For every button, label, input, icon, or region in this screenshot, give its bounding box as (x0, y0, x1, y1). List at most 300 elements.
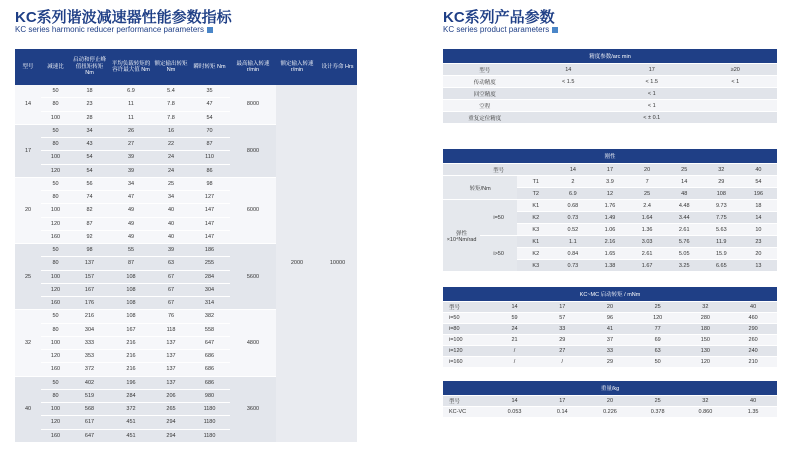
value-cell: 50 (634, 357, 682, 368)
value-cell: 16 (153, 124, 189, 137)
value-cell: 77 (634, 324, 682, 335)
value-cell: 5.4 (153, 85, 189, 98)
title-row (443, 149, 777, 164)
value-cell: 98 (189, 177, 230, 190)
column-header: 瞬时转矩 Nm (189, 49, 230, 85)
value-cell: 34 (109, 177, 153, 190)
value-cell: 49 (109, 217, 153, 230)
value-cell: 80 (41, 98, 70, 111)
column-header: 14 (491, 302, 539, 313)
model-cell: 32 (15, 310, 41, 376)
value-cell: 2.16 (591, 236, 628, 248)
row-label: 重复定位精度 (443, 112, 527, 124)
value-cell: 26 (109, 124, 153, 137)
value-cell: 98 (70, 244, 109, 257)
column-header: 20 (586, 302, 634, 313)
start-torque-table (443, 287, 777, 368)
value-cell: 40 (153, 204, 189, 217)
column-header: 型号 (15, 49, 41, 85)
value-cell: 100 (41, 336, 70, 349)
table-row (443, 357, 777, 368)
precision-table (443, 49, 777, 124)
value-cell: 3.25 (666, 260, 703, 272)
value-cell: 3.44 (666, 212, 703, 224)
value-cell: 1.36 (629, 224, 666, 236)
performance-subtitle (15, 25, 213, 34)
value-cell: 353 (70, 350, 109, 363)
square-icon (552, 27, 558, 33)
value-cell: < 1.5 (527, 76, 611, 88)
value-cell: 39 (109, 151, 153, 164)
value-cell: < 1 (527, 100, 778, 112)
value-cell: 22 (153, 138, 189, 151)
value-cell: 18 (740, 200, 777, 212)
value-cell: 18 (70, 85, 109, 98)
value-cell: 160 (41, 230, 70, 243)
value-cell: 0.68 (554, 200, 591, 212)
row-label: KC-VC (443, 407, 491, 418)
value-cell: 63 (153, 257, 189, 270)
column-header: 型号 (443, 164, 554, 176)
value-cell: 54 (70, 151, 109, 164)
value-cell: 25 (153, 177, 189, 190)
column-header: 型号 (443, 64, 527, 76)
value-cell: 1.35 (729, 407, 777, 418)
code-cell: K3 (517, 224, 554, 236)
value-cell: 13 (740, 260, 777, 272)
value-cell: 5.63 (703, 224, 740, 236)
value-cell: 451 (109, 429, 153, 442)
value-cell: 54 (70, 164, 109, 177)
value-cell: < 1 (694, 76, 778, 88)
value-cell: 23 (740, 236, 777, 248)
value-cell: 130 (682, 346, 730, 357)
value-cell: 1.1 (554, 236, 591, 248)
value-cell: 63 (634, 346, 682, 357)
value-cell: 372 (70, 363, 109, 376)
value-cell: 127 (189, 191, 230, 204)
value-cell: 2.61 (629, 248, 666, 260)
value-cell: 110 (189, 151, 230, 164)
value-cell: 314 (189, 297, 230, 310)
value-cell: 1.64 (629, 212, 666, 224)
value-cell: 216 (109, 336, 153, 349)
max-speed-cell: 3600 (230, 376, 276, 442)
value-cell: 137 (153, 363, 189, 376)
value-cell: 1180 (189, 416, 230, 429)
value-cell: 265 (153, 403, 189, 416)
column-header: 设计寿命 Hrs (318, 49, 357, 85)
model-cell: 17 (15, 124, 41, 177)
value-cell: 10 (740, 224, 777, 236)
value-cell: 290 (729, 324, 777, 335)
column-header: 25 (666, 164, 703, 176)
value-cell: < ± 0.1 (527, 112, 778, 124)
performance-header-row (15, 49, 357, 85)
model-cell: 25 (15, 244, 41, 310)
ratio-label: i>50 (480, 236, 517, 272)
value-cell: 87 (189, 138, 230, 151)
precision-title: 精度参数/arc min (443, 49, 777, 64)
value-cell: 67 (153, 283, 189, 296)
value-cell: 2 (554, 176, 591, 188)
value-cell: 29 (586, 357, 634, 368)
value-cell: 80 (41, 138, 70, 151)
value-cell: 23 (70, 98, 109, 111)
value-cell: 2.61 (666, 224, 703, 236)
value-cell: 167 (109, 323, 153, 336)
value-cell: 4.48 (666, 200, 703, 212)
column-header: 启动和停止峰值扭矩转矩 Nm (70, 49, 109, 85)
value-cell: 9.73 (703, 200, 740, 212)
value-cell: 451 (109, 416, 153, 429)
column-header: 型号 (443, 302, 491, 313)
product-subtitle-text: KC series product parameters (443, 25, 550, 34)
value-cell: 70 (189, 124, 230, 137)
value-cell: 284 (189, 270, 230, 283)
value-cell: 12 (591, 188, 628, 200)
table-row (443, 88, 777, 100)
value-cell: 216 (109, 363, 153, 376)
product-subtitle (443, 25, 558, 34)
value-cell: 206 (153, 389, 189, 402)
start-torque-title: KC~MC 启动转矩 / mNm (443, 287, 777, 302)
row-label: 回空精度 (443, 88, 527, 100)
value-cell: 120 (41, 164, 70, 177)
table-row (443, 236, 777, 248)
value-cell: / (491, 346, 539, 357)
value-cell: 1.65 (591, 248, 628, 260)
value-cell: 50 (41, 177, 70, 190)
value-cell: 33 (538, 324, 586, 335)
value-cell: 21 (491, 335, 539, 346)
value-cell: 11.9 (703, 236, 740, 248)
value-cell: 294 (153, 429, 189, 442)
value-cell: 41 (586, 324, 634, 335)
performance-title: KC系列谐波减速器性能参数指标 (15, 9, 232, 26)
ratio-label: i=50 (480, 200, 517, 236)
value-cell: 11 (109, 98, 153, 111)
value-cell: 3.03 (629, 236, 666, 248)
row-label: i=50 (443, 313, 491, 324)
table-row (443, 346, 777, 357)
value-cell: 108 (109, 297, 153, 310)
header-row (443, 64, 777, 76)
spring-label: 弹性 ×10⁴Nm/rad (443, 200, 480, 272)
value-cell: 647 (189, 336, 230, 349)
value-cell: 3.9 (591, 176, 628, 188)
value-cell: 15.9 (703, 248, 740, 260)
model-cell: 20 (15, 177, 41, 243)
value-cell: 29 (703, 176, 740, 188)
max-speed-cell: 5600 (230, 244, 276, 310)
design-life-cell: 10000 (318, 85, 357, 442)
value-cell: 568 (70, 403, 109, 416)
value-cell: 50 (41, 376, 70, 389)
max-speed-cell: 8000 (230, 124, 276, 177)
value-cell: 50 (41, 85, 70, 98)
value-cell: 0.053 (491, 407, 539, 418)
value-cell: 37 (586, 335, 634, 346)
value-cell: 69 (634, 335, 682, 346)
torque-label: 转矩/Nm (443, 176, 517, 200)
value-cell: 24 (491, 324, 539, 335)
column-header: 平均负载转矩的容许最大值 Nm (109, 49, 153, 85)
value-cell: 43 (70, 138, 109, 151)
value-cell: 120 (41, 283, 70, 296)
value-cell: 0.73 (554, 260, 591, 272)
row-label: i=80 (443, 324, 491, 335)
column-header: 17 (591, 164, 628, 176)
value-cell: 460 (729, 313, 777, 324)
value-cell: 100 (41, 403, 70, 416)
value-cell: 0.378 (634, 407, 682, 418)
value-cell: 67 (153, 297, 189, 310)
value-cell: 120 (41, 350, 70, 363)
value-cell: 118 (153, 323, 189, 336)
value-cell: 402 (70, 376, 109, 389)
value-cell: 40 (153, 217, 189, 230)
column-header: 40 (729, 302, 777, 313)
value-cell: 160 (41, 297, 70, 310)
value-cell: 0.860 (682, 407, 730, 418)
column-header: 20 (586, 396, 634, 407)
value-cell: 57 (538, 313, 586, 324)
value-cell: 1.06 (591, 224, 628, 236)
table-row (443, 176, 777, 188)
value-cell: 176 (70, 297, 109, 310)
column-header: 17 (538, 396, 586, 407)
value-cell: 0.226 (586, 407, 634, 418)
value-cell: 108 (109, 310, 153, 323)
value-cell: 100 (41, 204, 70, 217)
model-cell: 40 (15, 376, 41, 442)
square-icon (207, 27, 213, 33)
performance-table (15, 49, 357, 443)
value-cell: 6.9 (109, 85, 153, 98)
value-cell: 92 (70, 230, 109, 243)
row-label: i=100 (443, 335, 491, 346)
value-cell: 294 (153, 416, 189, 429)
code-cell: T1 (517, 176, 554, 188)
value-cell: 33 (586, 346, 634, 357)
table-row (443, 324, 777, 335)
value-cell: 120 (41, 217, 70, 230)
value-cell: 24 (153, 151, 189, 164)
table-row (443, 112, 777, 124)
stiffness-title: 刚性 (443, 149, 777, 164)
column-header: 32 (682, 396, 730, 407)
column-header: 32 (703, 164, 740, 176)
value-cell: 137 (153, 376, 189, 389)
value-cell: 28 (70, 111, 109, 124)
value-cell: 39 (153, 244, 189, 257)
value-cell: 167 (70, 283, 109, 296)
value-cell: 647 (70, 429, 109, 442)
column-header: 25 (634, 396, 682, 407)
value-cell: 147 (189, 217, 230, 230)
value-cell: 196 (109, 376, 153, 389)
value-cell: 20 (740, 248, 777, 260)
column-header: 20 (629, 164, 666, 176)
value-cell: / (491, 357, 539, 368)
code-cell: T2 (517, 188, 554, 200)
column-header: 40 (729, 396, 777, 407)
performance-subtitle-text: KC series harmonic reducer performance parameters (15, 25, 204, 34)
code-cell: K2 (517, 212, 554, 224)
value-cell: 80 (41, 191, 70, 204)
value-cell: 686 (189, 363, 230, 376)
value-cell: 87 (109, 257, 153, 270)
value-cell: 100 (41, 111, 70, 124)
value-cell: 5.05 (666, 248, 703, 260)
value-cell: 47 (109, 191, 153, 204)
value-cell: 40 (153, 230, 189, 243)
value-cell: 49 (109, 230, 153, 243)
value-cell: 186 (189, 244, 230, 257)
table-row (443, 76, 777, 88)
value-cell: 35 (189, 85, 230, 98)
value-cell: 147 (189, 230, 230, 243)
value-cell: 87 (70, 217, 109, 230)
value-cell: 27 (109, 138, 153, 151)
value-cell: 382 (189, 310, 230, 323)
table-row (443, 407, 777, 418)
value-cell: 216 (70, 310, 109, 323)
value-cell: 6.9 (554, 188, 591, 200)
value-cell: 160 (41, 429, 70, 442)
value-cell: 558 (189, 323, 230, 336)
value-cell: 120 (41, 416, 70, 429)
value-cell: 147 (189, 204, 230, 217)
model-cell: 14 (15, 85, 41, 124)
value-cell: 80 (41, 257, 70, 270)
column-header: 额定输入转速 r/min (276, 49, 318, 85)
value-cell: < 1.5 (610, 76, 694, 88)
column-header: 减速比 (41, 49, 70, 85)
value-cell: 196 (740, 188, 777, 200)
value-cell: 157 (70, 270, 109, 283)
value-cell: 108 (109, 283, 153, 296)
value-cell: 24 (153, 164, 189, 177)
value-cell: 0.52 (554, 224, 591, 236)
column-header: 额定输出转矩 Nm (153, 49, 189, 85)
value-cell: 55 (109, 244, 153, 257)
value-cell: 304 (189, 283, 230, 296)
value-cell: 137 (70, 257, 109, 270)
title-row (443, 287, 777, 302)
column-header: 14 (491, 396, 539, 407)
value-cell: 5.76 (666, 236, 703, 248)
value-cell: 76 (153, 310, 189, 323)
value-cell: 0.73 (554, 212, 591, 224)
value-cell: 1180 (189, 403, 230, 416)
column-header: ≥20 (694, 64, 778, 76)
value-cell: 96 (586, 313, 634, 324)
max-speed-cell: 4800 (230, 310, 276, 376)
value-cell: 11 (109, 111, 153, 124)
value-cell: 240 (729, 346, 777, 357)
value-cell: 2.4 (629, 200, 666, 212)
value-cell: 56 (70, 177, 109, 190)
value-cell: 59 (491, 313, 539, 324)
value-cell: 34 (153, 191, 189, 204)
value-cell: 180 (682, 324, 730, 335)
max-speed-cell: 8000 (230, 85, 276, 124)
value-cell: 686 (189, 350, 230, 363)
value-cell: 34 (70, 124, 109, 137)
weight-title: 重量/kg (443, 381, 777, 396)
value-cell: 6.65 (703, 260, 740, 272)
header-row (443, 164, 777, 176)
value-cell: 137 (153, 350, 189, 363)
value-cell: 617 (70, 416, 109, 429)
table-row (443, 200, 777, 212)
column-header: 32 (682, 302, 730, 313)
value-cell: 48 (666, 188, 703, 200)
value-cell: 50 (41, 124, 70, 137)
column-header: 17 (610, 64, 694, 76)
column-header: 25 (634, 302, 682, 313)
value-cell: 333 (70, 336, 109, 349)
value-cell: < 1 (527, 88, 778, 100)
max-speed-cell: 6000 (230, 177, 276, 243)
value-cell: 49 (109, 204, 153, 217)
value-cell: 1.67 (629, 260, 666, 272)
value-cell: 54 (189, 111, 230, 124)
code-cell: K2 (517, 248, 554, 260)
table-row (443, 335, 777, 346)
title-row (443, 381, 777, 396)
value-cell: 80 (41, 323, 70, 336)
value-cell: 86 (189, 164, 230, 177)
value-cell: 54 (740, 176, 777, 188)
column-header: 14 (554, 164, 591, 176)
value-cell: 216 (109, 350, 153, 363)
title-row (443, 49, 777, 64)
value-cell: 108 (109, 270, 153, 283)
code-cell: K1 (517, 236, 554, 248)
value-cell: 50 (41, 310, 70, 323)
row-label: i=120 (443, 346, 491, 357)
table-row (443, 100, 777, 112)
value-cell: 120 (634, 313, 682, 324)
value-cell: 120 (682, 357, 730, 368)
code-cell: K1 (517, 200, 554, 212)
value-cell: 1.49 (591, 212, 628, 224)
table-row (443, 313, 777, 324)
value-cell: 150 (682, 335, 730, 346)
value-cell: 519 (70, 389, 109, 402)
value-cell: 100 (41, 270, 70, 283)
value-cell: 100 (41, 151, 70, 164)
value-cell: 160 (41, 363, 70, 376)
value-cell: 67 (153, 270, 189, 283)
value-cell: 980 (189, 389, 230, 402)
code-cell: K3 (517, 260, 554, 272)
value-cell: 50 (41, 244, 70, 257)
value-cell: 82 (70, 204, 109, 217)
column-header: 14 (527, 64, 611, 76)
row-label: 空程 (443, 100, 527, 112)
stiffness-table (443, 149, 777, 272)
value-cell: 29 (538, 335, 586, 346)
value-cell: 7.8 (153, 111, 189, 124)
value-cell: 372 (109, 403, 153, 416)
value-cell: 210 (729, 357, 777, 368)
header-row (443, 396, 777, 407)
rated-speed-cell: 2000 (276, 85, 318, 442)
